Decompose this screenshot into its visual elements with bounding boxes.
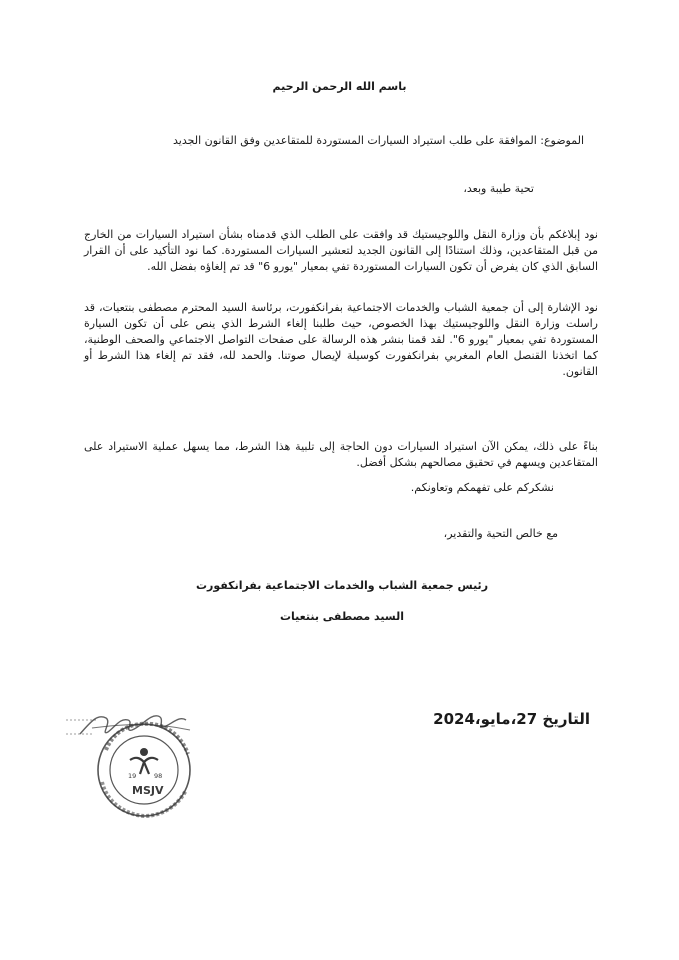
signatory-title: رئيس جمعية الشباب والخدمات الاجتماعية بفرانكفورت <box>195 579 489 592</box>
subject-line: الموضوع: الموافقة على طلب استيراد السيارات المستوردة للمتقاعدين وفق القانون الجديد <box>173 134 584 147</box>
stamp-abbreviation: MSJV <box>132 784 164 797</box>
greeting: تحية طيبة وبعد، <box>463 182 534 195</box>
paragraph-association: نود الإشارة إلى أن جمعية الشباب والخدمات الاجتماعية بفرانكفورت، برئاسة السيد المحترم مصطفى بنتعيات، قد راسلت وزارة النقل واللوجيستيك بهذا الخصوص، حيث طلبنا إلغاء الشرط الذي ينص على أن تكون السيارة المستوردة تفي بمعيار "يورو 6". لقد قمنا بنشر هذه الرسالة على صفحات التواصل الاجتماعي والصحف الوطنية، كما اتخذنا القنصل العام المغربي بفرانكفورت كوسيلة لإيصال صوتنا. والحمد لله، فقد تم إلغاء هذا الشرط أو القانون. <box>84 301 599 378</box>
stamp-year-right: 98 <box>154 772 163 780</box>
signatory-name: السيد مصطفى بنتعيات <box>279 610 404 623</box>
closing-line: مع خالص التحية والتقدير، <box>443 527 558 540</box>
association-stamp <box>62 700 212 825</box>
stamp-year-left: 19 <box>128 772 137 780</box>
letter-date: التاريخ 27،مايو،2024 <box>433 710 590 728</box>
paragraph-approval: نود إبلاغكم بأن وزارة النقل واللوجيستيك قد وافقت على الطلب الذي قدمناه بشأن استيراد السيارات من الخارج من قبل المتقاعدين، وذلك استنادًا إلى القانون الجديد لتعشير السيارات المستوردة. كما نود التأكيد على أن القرار السابق الذي كان يفرض أن تكون السيارات المستوردة تفي بمعيار "يورو 6" قد تم إلغاؤه بفضل الله. <box>84 228 598 273</box>
basmala: باسم الله الرحمن الرحيم <box>272 80 407 93</box>
paragraph-consequence: بناءً على ذلك، يمكن الآن استيراد السيارات دون الحاجة إلى تلبية هذا الشرط، مما يسهل عملية الاستيراد على المتقاعدين ويسهم في تحقيق مصالحهم بشكل أفضل. <box>84 440 598 469</box>
thanks-line: نشكركم على تفهمكم وتعاونكم. <box>410 481 554 494</box>
